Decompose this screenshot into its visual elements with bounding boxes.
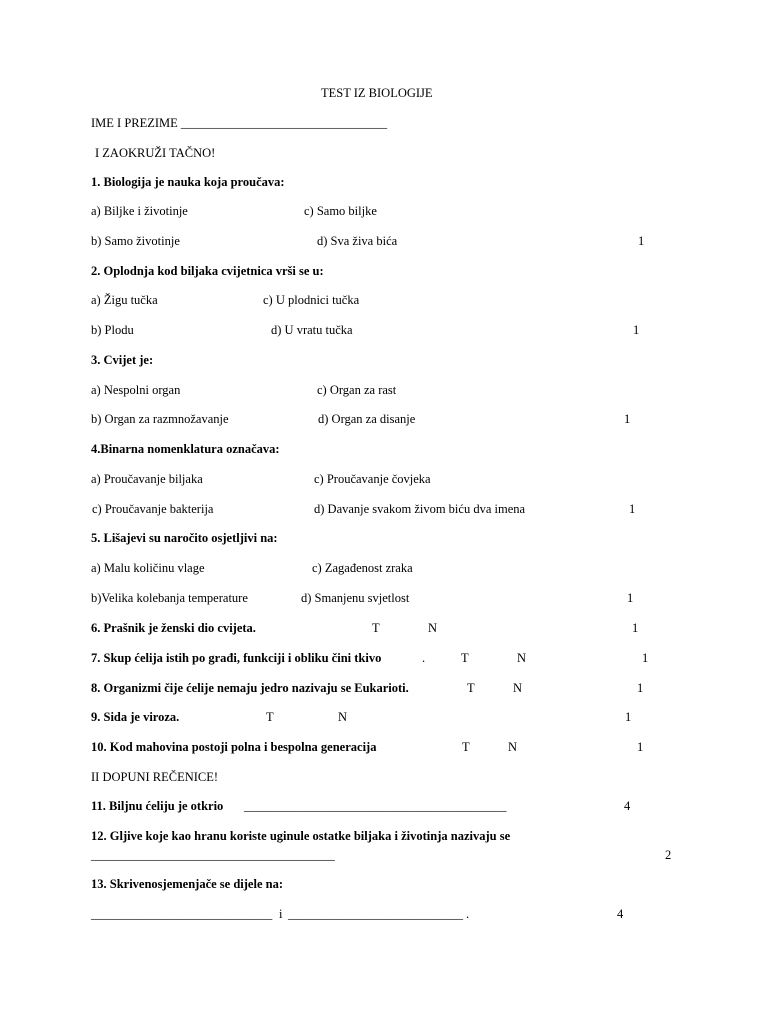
question-6: 6. Prašnik je ženski dio cvijeta. [91, 621, 256, 635]
q9-true: T [266, 710, 274, 724]
q5-points: 1 [627, 591, 634, 605]
q1-points: 1 [638, 234, 645, 248]
question-8: 8. Organizmi čije ćelije nemaju jedro nazivaju se Eukarioti. [91, 681, 409, 695]
q10-true: T [462, 740, 470, 754]
q5-option-b: b)Velika kolebanja temperature [91, 591, 248, 605]
q3-option-d: d) Organ za disanje [318, 412, 416, 426]
question-10: 10. Kod mahovina postoji polna i bespolna generacija [91, 740, 377, 754]
q7-period: . [422, 651, 426, 665]
q3-option-a: a) Nespolni organ [91, 383, 181, 397]
q4-option-a: a) Proučavanje biljaka [91, 472, 203, 486]
q2-option-b: b) Plodu [91, 323, 134, 337]
q10-points: 1 [637, 740, 644, 754]
question-1: 1. Biologija je nauka koja proučava: [91, 175, 285, 189]
q12-blank: _______________________________________ [91, 848, 335, 862]
section-1-heading: I ZAOKRUŽI TAČNO! [95, 146, 216, 160]
q1-option-b: b) Samo životinje [91, 234, 180, 248]
q10-false: N [508, 740, 518, 754]
question-2: 2. Oplodnja kod biljaka cvijetnica vrši se u: [91, 264, 324, 278]
q7-points: 1 [642, 651, 649, 665]
section-2-heading: II DOPUNI REČENICE! [91, 770, 219, 784]
q1-option-d: d) Sva živa bića [317, 234, 398, 248]
q4-option-d: d) Davanje svakom živom biću dva imena [314, 502, 526, 516]
q7-true: T [461, 651, 469, 665]
q8-true: T [467, 681, 475, 695]
q6-false: N [428, 621, 438, 635]
document-title: TEST IZ BIOLOGIJE [321, 86, 433, 100]
q11-points: 4 [624, 799, 631, 813]
q2-points: 1 [633, 323, 640, 337]
q13-points: 4 [617, 907, 624, 921]
q3-option-b: b) Organ za razmnožavanje [91, 412, 229, 426]
q1-option-c: c) Samo biljke [304, 204, 377, 218]
q13-connector: i [279, 907, 283, 921]
q2-option-d: d) U vratu tučka [271, 323, 353, 337]
q5-option-c: c) Zagađenost zraka [312, 561, 413, 575]
q13-blank-1: _____________________________ [91, 907, 273, 921]
question-4: 4.Binarna nomenklatura označava: [91, 442, 280, 456]
question-3: 3. Cvijet je: [91, 353, 154, 367]
question-11: 11. Biljnu ćeliju je otkrio [91, 799, 224, 813]
q3-points: 1 [624, 412, 631, 426]
q8-false: N [513, 681, 523, 695]
q4-option-c2: c) Proučavanje bakterija [92, 502, 214, 516]
question-7: 7. Skup ćelija istih po građi, funkciji i obliku čini tkivo [91, 651, 382, 665]
q5-option-a: a) Malu količinu vlage [91, 561, 205, 575]
q9-false: N [338, 710, 348, 724]
q11-blank: __________________________________________ [244, 799, 507, 813]
q12-points: 2 [665, 848, 672, 862]
question-12: 12. Gljive koje kao hranu koriste uginule ostatke biljaka i životinja nazivaju se [91, 829, 511, 843]
q6-true: T [372, 621, 380, 635]
q1-option-a: a) Biljke i životinje [91, 204, 188, 218]
question-13: 13. Skrivenosjemenjače se dijele na: [91, 877, 283, 891]
q9-points: 1 [625, 710, 632, 724]
q13-blank-2: ____________________________ [288, 907, 463, 921]
q4-option-c: c) Proučavanje čovjeka [314, 472, 431, 486]
q3-option-c: c) Organ za rast [317, 383, 397, 397]
q8-points: 1 [637, 681, 644, 695]
q2-option-a: a) Žigu tučka [91, 293, 158, 307]
q2-option-c: c) U plodnici tučka [263, 293, 360, 307]
q13-period: . [466, 907, 470, 921]
question-9: 9. Sida je viroza. [91, 710, 180, 724]
q6-points: 1 [632, 621, 639, 635]
name-line: IME I PREZIME _________________________________ [91, 116, 388, 130]
q4-points: 1 [629, 502, 636, 516]
q5-option-d: d) Smanjenu svjetlost [301, 591, 410, 605]
question-5: 5. Lišajevi su naročito osjetljivi na: [91, 531, 278, 545]
q7-false: N [517, 651, 527, 665]
